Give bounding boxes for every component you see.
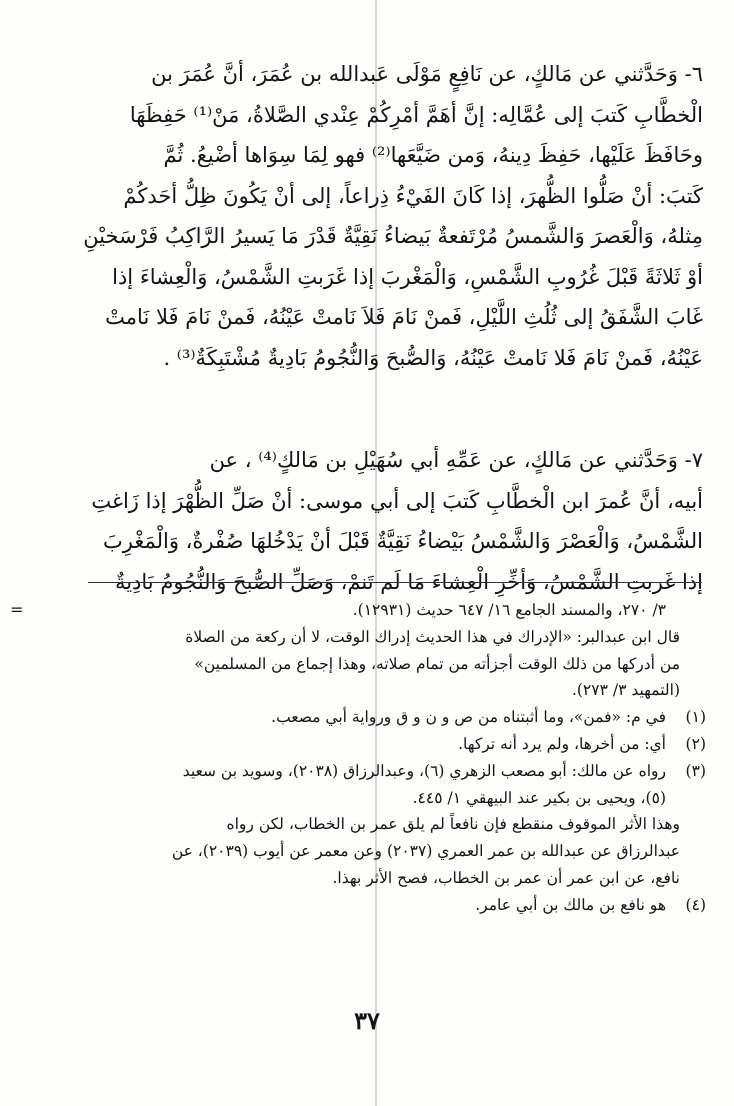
- footnote-2: [40, 731, 706, 758]
- footnote-line: وهذا الأثر الموقوف منقطع فإن نافعاً لم يلق عمر بن الخطاب، لكن رواه: [226, 815, 680, 834]
- footnote-number: (٢): [685, 734, 706, 753]
- footnote-line: عبدالرزاق عن عبدالله بن عمر العمري (٢٠٣٧) وعن معمر عن أيوب (٢٠٣٩)، عن: [171, 842, 680, 861]
- footnote-line: رواه عن مالك: أبو مصعب الزهري (٦)، وعبدالرزاق (٢٠٣٨)، وسويد بن سعيد: [182, 761, 666, 780]
- footnote-3-commentary: [40, 811, 706, 891]
- footnote-line: في م: «فمن»، وما أثبتناه من ص و ن و ق ورواية أبي مصعب.: [271, 708, 666, 727]
- footnote-line: من أدركها من ذلك الوقت أجزأته من تمام صلاته، وهذا إجماع من المسلمين»: [194, 654, 680, 673]
- footnote-number: (٣): [685, 761, 706, 780]
- text-line: إذا غَربتِ الشَّمْسُ، وَأخِّرِ الْعِشاءَ مَا لَم تَنمْ، وَصَلِّ الصُّبحَ وَالنُّجُومُ بَادِيةٌ: [114, 569, 703, 594]
- text-line: ٧- وَحَدَّثني عن مَالكٍ، عن عَمِّهِ أبي سُهَيْلِ بن مَالكٍ⁽⁴⁾ ، عن: [209, 448, 703, 472]
- hadith-paragraph-6: [38, 54, 703, 378]
- footnote-1: [40, 704, 706, 731]
- footnote-separator: [88, 582, 702, 583]
- footnote-number: (٤): [685, 895, 706, 914]
- footnotes-section: [40, 597, 706, 919]
- footnote-continued-line: ٣/ ٢٧٠، والمسند الجامع ١٦/ ٦٤٧ حديث (١٢٩٣١).: [352, 601, 666, 619]
- text-line: الْخطَّابِ كَتبَ إلى عُمَّالِه: إنَّ أهَمَّ أمْرِكُمْ عِنْدي الصَّلاةُ، مَنْ⁽¹⁾ حَفِظَهَا: [129, 102, 703, 127]
- footnote-4: [40, 892, 706, 919]
- footnote-line: (التمهيد ٣/ ٢٧٣).: [571, 681, 680, 700]
- text-line: وحَافَظَ عَلَيْها، حَفِظَ دِينهُ، وَمن ضَيَّعَها⁽²⁾ فهو لِمَا سِوَاها أضْيعُ. ثُمَّ: [163, 143, 703, 167]
- text-line: عَيْنُهُ، فَمنْ نَامَ فَلا نَامتْ عَيْنُهُ، وَالصُّبحَ وَالنُّجُومُ بَادِيةٌ مُشْتَبِكَةٌ⁽³⁾ .: [163, 345, 703, 370]
- text-line: أبيه، أنَّ عُمرَ ابن الْخطَّابِ كَتبَ إلى أبي موسى: أنْ صَلِّ الظُّهْرَ إذا زَاغتِ: [91, 488, 703, 513]
- hadith-paragraph-7: [38, 440, 703, 602]
- text-line: ٦- وَحَدَّثني عن مَالكٍ، عن نَافِعٍ مَوْلَى عَبدالله بن عُمَرَ، أنَّ عُمَرَ بن: [151, 62, 703, 86]
- footnote-line: نافع، عن ابن عمر أن عمر بن الخطاب، فصح الأثر بهذا.: [332, 868, 680, 887]
- footnote-commentary: [40, 624, 706, 704]
- text-line: غَابَ الشَّفَقُ إلى ثُلُثِ اللَّيْلِ، فَمنْ نَامَ فَلاَ نَامتْ عَيْنُهُ، فَمنْ نَامَ فَلا نَامتْ: [105, 305, 703, 329]
- footnote-line: أي: من أخرها، ولم يرد أنه تركها.: [458, 734, 666, 753]
- footnote-line: (٥)، ويحيى بن بكير عند البيهقي ١/ ٤٤٥.: [412, 788, 666, 807]
- footnote-3: [40, 758, 706, 812]
- text-line: الشَّمْسُ، وَالْعَصْرَ وَالشَّمْسُ بَيْضاءُ نَقِيَّةٌ قَبْلَ أنْ يَدْخُلهَا صُفْرةٌ، وَالْمَغْرِبَ: [102, 529, 703, 553]
- text-line: مِثلهُ، وَالْعَصرَ وَالشَّمسُ مُرْتَفعةٌ بَيضاءُ نَقِيَّةٌ قَدْرَ مَا يَسيرُ الرَّاكِبُ فَرْسَخيْنِ: [83, 224, 703, 248]
- footnote-line: هو نافع بن مالك بن أبي عامر.: [475, 895, 666, 914]
- text-line: أوْ ثَلاثَةً قَبْلَ غُرُوبِ الشَّمْسِ، وَالْمَغْربَ إذا غَرَبتِ الشَّمْسُ، وَالْعِشاءَ إذا: [112, 264, 703, 289]
- footnote-continuation-mark: =: [10, 600, 24, 619]
- text-line: كَتبَ: أنْ صَلُّوا الظُّهرَ، إذا كَانَ الفَيْءُ ذِراعاً، إلى أنْ يَكُونَ ظِلُّ أحَدكُمْ: [123, 183, 703, 208]
- page-number: ٣٧: [354, 1006, 380, 1035]
- footnote-number: (١): [685, 708, 706, 727]
- footnote-line: قال ابن عبدالبر: «الإدراك في هذا الحديث إدراك الوقت، لا أن ركعة من الصلاة: [185, 627, 680, 646]
